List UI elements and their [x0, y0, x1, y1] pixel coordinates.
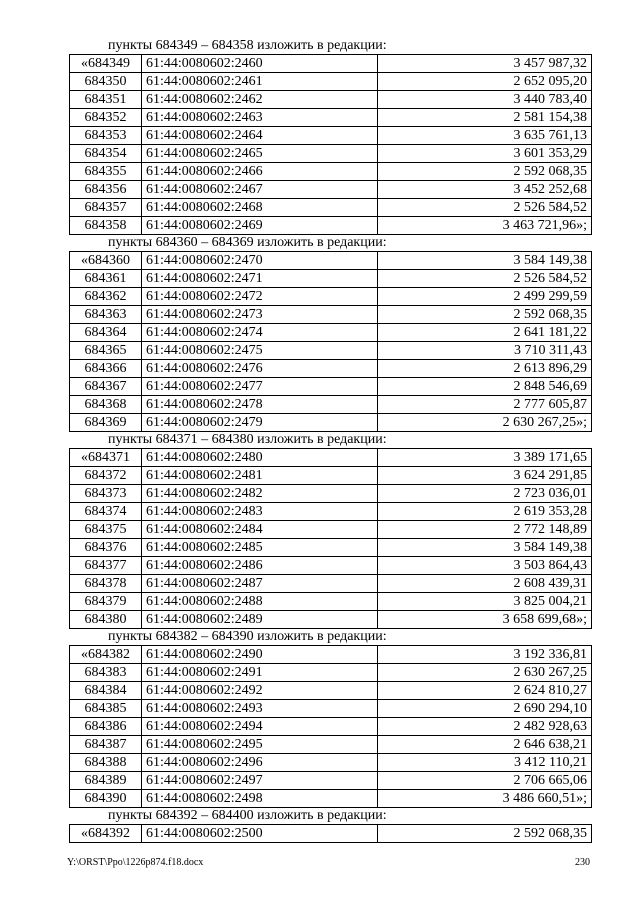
- table-row: [70, 342, 592, 360]
- value-cell: 2 624 810,27: [378, 682, 592, 700]
- value-cell: 2 482 928,63: [378, 718, 592, 736]
- item-number-cell: 684354: [70, 145, 142, 163]
- value-cell: 2 592 068,35: [378, 163, 592, 181]
- table-row: [70, 593, 592, 611]
- value-cell: 2 706 665,06: [378, 772, 592, 790]
- cadastral-number-cell: 61:44:0080602:2478: [142, 396, 378, 414]
- table-row: [70, 772, 592, 790]
- value-cell: 3 825 004,21: [378, 593, 592, 611]
- cadastral-number-cell: 61:44:0080602:2497: [142, 772, 378, 790]
- value-cell: 3 440 783,40: [378, 91, 592, 109]
- value-cell: 3 389 171,65: [378, 449, 592, 467]
- item-number-cell: 684372: [70, 467, 142, 485]
- cadastral-number-cell: 61:44:0080602:2493: [142, 700, 378, 718]
- table-row: [70, 378, 592, 396]
- cadastral-number-cell: 61:44:0080602:2491: [142, 664, 378, 682]
- item-number-cell: 684385: [70, 700, 142, 718]
- cadastral-number-cell: 61:44:0080602:2477: [142, 378, 378, 396]
- item-number-cell: 684373: [70, 485, 142, 503]
- cadastral-number-cell: 61:44:0080602:2474: [142, 324, 378, 342]
- item-number-cell: 684378: [70, 575, 142, 593]
- cadastral-number-cell: 61:44:0080602:2471: [142, 270, 378, 288]
- value-cell: 2 772 148,89: [378, 521, 592, 539]
- table-row: [70, 467, 592, 485]
- cadastral-number-cell: 61:44:0080602:2473: [142, 306, 378, 324]
- table-row: [70, 127, 592, 145]
- section-heading: пункты 684392 – 684400 изложить в редакции:: [108, 808, 387, 823]
- cadastral-number-cell: 61:44:0080602:2487: [142, 575, 378, 593]
- section-heading: пункты 684349 – 684358 изложить в редакции:: [108, 38, 387, 53]
- value-cell: 2 723 036,01: [378, 485, 592, 503]
- parcel-table: [69, 54, 592, 235]
- table-row: [70, 485, 592, 503]
- table-row: [70, 145, 592, 163]
- value-cell: 3 624 291,85: [378, 467, 592, 485]
- item-number-cell: 684352: [70, 109, 142, 127]
- cadastral-number-cell: 61:44:0080602:2466: [142, 163, 378, 181]
- table-row: [70, 575, 592, 593]
- table-row: [70, 360, 592, 378]
- cadastral-number-cell: 61:44:0080602:2488: [142, 593, 378, 611]
- value-cell: 2 581 154,38: [378, 109, 592, 127]
- value-cell: 3 452 252,68: [378, 181, 592, 199]
- parcel-table: [69, 645, 592, 808]
- table-row: [70, 825, 592, 843]
- value-cell: 2 641 181,22: [378, 324, 592, 342]
- value-cell: 3 584 149,38: [378, 539, 592, 557]
- item-number-cell: 684386: [70, 718, 142, 736]
- value-cell: 3 192 336,81: [378, 646, 592, 664]
- value-cell: 3 457 987,32: [378, 55, 592, 73]
- value-cell: 2 630 267,25: [378, 664, 592, 682]
- cadastral-number-cell: 61:44:0080602:2468: [142, 199, 378, 217]
- parcel-table: [69, 251, 592, 432]
- item-number-cell: 684390: [70, 790, 142, 808]
- item-number-cell: 684367: [70, 378, 142, 396]
- cadastral-number-cell: 61:44:0080602:2485: [142, 539, 378, 557]
- item-number-cell: 684388: [70, 754, 142, 772]
- cadastral-number-cell: 61:44:0080602:2470: [142, 252, 378, 270]
- value-cell: 2 630 267,25»;: [378, 414, 592, 432]
- table-row: [70, 611, 592, 629]
- table-row: [70, 736, 592, 754]
- item-number-cell: 684368: [70, 396, 142, 414]
- section-heading: пункты 684360 – 684369 изложить в редакции:: [108, 235, 387, 250]
- item-number-cell: 684374: [70, 503, 142, 521]
- cadastral-number-cell: 61:44:0080602:2479: [142, 414, 378, 432]
- item-number-cell: «684382: [70, 646, 142, 664]
- value-cell: 3 503 864,43: [378, 557, 592, 575]
- value-cell: 2 613 896,29: [378, 360, 592, 378]
- table-row: [70, 181, 592, 199]
- cadastral-number-cell: 61:44:0080602:2464: [142, 127, 378, 145]
- cadastral-number-cell: 61:44:0080602:2460: [142, 55, 378, 73]
- value-cell: 3 710 311,43: [378, 342, 592, 360]
- value-cell: 2 652 095,20: [378, 73, 592, 91]
- item-number-cell: 684383: [70, 664, 142, 682]
- table-row: [70, 414, 592, 432]
- footer-file-path: Y:\ORST\Ppo\1226p874.f18.docx: [67, 857, 204, 868]
- item-number-cell: 684369: [70, 414, 142, 432]
- item-number-cell: 684351: [70, 91, 142, 109]
- table-row: [70, 754, 592, 772]
- table-row: [70, 449, 592, 467]
- cadastral-number-cell: 61:44:0080602:2467: [142, 181, 378, 199]
- table-row: [70, 521, 592, 539]
- item-number-cell: 684375: [70, 521, 142, 539]
- cadastral-number-cell: 61:44:0080602:2500: [142, 825, 378, 843]
- cadastral-number-cell: 61:44:0080602:2469: [142, 217, 378, 235]
- value-cell: 2 690 294,10: [378, 700, 592, 718]
- table-row: [70, 396, 592, 414]
- cadastral-number-cell: 61:44:0080602:2492: [142, 682, 378, 700]
- cadastral-number-cell: 61:44:0080602:2482: [142, 485, 378, 503]
- item-number-cell: 684364: [70, 324, 142, 342]
- cadastral-number-cell: 61:44:0080602:2498: [142, 790, 378, 808]
- cadastral-number-cell: 61:44:0080602:2462: [142, 91, 378, 109]
- parcel-table: [69, 448, 592, 629]
- table-row: [70, 682, 592, 700]
- cadastral-number-cell: 61:44:0080602:2484: [142, 521, 378, 539]
- document-content: [69, 38, 593, 843]
- cadastral-number-cell: 61:44:0080602:2480: [142, 449, 378, 467]
- cadastral-number-cell: 61:44:0080602:2465: [142, 145, 378, 163]
- cadastral-number-cell: 61:44:0080602:2472: [142, 288, 378, 306]
- table-row: [70, 557, 592, 575]
- item-number-cell: «684360: [70, 252, 142, 270]
- value-cell: 3 658 699,68»;: [378, 611, 592, 629]
- item-number-cell: 684361: [70, 270, 142, 288]
- item-number-cell: 684355: [70, 163, 142, 181]
- item-number-cell: 684389: [70, 772, 142, 790]
- item-number-cell: 684384: [70, 682, 142, 700]
- table-row: [70, 539, 592, 557]
- table-row: [70, 646, 592, 664]
- item-number-cell: 684358: [70, 217, 142, 235]
- table-row: [70, 700, 592, 718]
- value-cell: 3 412 110,21: [378, 754, 592, 772]
- cadastral-number-cell: 61:44:0080602:2495: [142, 736, 378, 754]
- value-cell: 2 777 605,87: [378, 396, 592, 414]
- table-row: [70, 718, 592, 736]
- value-cell: 2 608 439,31: [378, 575, 592, 593]
- cadastral-number-cell: 61:44:0080602:2476: [142, 360, 378, 378]
- item-number-cell: «684392: [70, 825, 142, 843]
- item-number-cell: 684365: [70, 342, 142, 360]
- item-number-cell: 684350: [70, 73, 142, 91]
- table-row: [70, 790, 592, 808]
- value-cell: 3 463 721,96»;: [378, 217, 592, 235]
- item-number-cell: 684357: [70, 199, 142, 217]
- value-cell: 3 486 660,51»;: [378, 790, 592, 808]
- value-cell: 2 526 584,52: [378, 270, 592, 288]
- value-cell: 3 584 149,38: [378, 252, 592, 270]
- page-number: 230: [575, 857, 590, 868]
- value-cell: 2 592 068,35: [378, 825, 592, 843]
- cadastral-number-cell: 61:44:0080602:2494: [142, 718, 378, 736]
- table-row: [70, 73, 592, 91]
- table-row: [70, 503, 592, 521]
- item-number-cell: 684356: [70, 181, 142, 199]
- value-cell: 2 592 068,35: [378, 306, 592, 324]
- cadastral-number-cell: 61:44:0080602:2496: [142, 754, 378, 772]
- value-cell: 2 526 584,52: [378, 199, 592, 217]
- cadastral-number-cell: 61:44:0080602:2475: [142, 342, 378, 360]
- item-number-cell: 684387: [70, 736, 142, 754]
- cadastral-number-cell: 61:44:0080602:2463: [142, 109, 378, 127]
- table-row: [70, 664, 592, 682]
- item-number-cell: 684366: [70, 360, 142, 378]
- table-row: [70, 109, 592, 127]
- cadastral-number-cell: 61:44:0080602:2481: [142, 467, 378, 485]
- table-row: [70, 217, 592, 235]
- table-row: [70, 55, 592, 73]
- table-row: [70, 288, 592, 306]
- parcel-table: [69, 824, 592, 843]
- cadastral-number-cell: 61:44:0080602:2490: [142, 646, 378, 664]
- value-cell: 2 646 638,21: [378, 736, 592, 754]
- cadastral-number-cell: 61:44:0080602:2489: [142, 611, 378, 629]
- section-heading: пункты 684382 – 684390 изложить в редакции:: [108, 629, 387, 644]
- table-row: [70, 324, 592, 342]
- table-row: [70, 91, 592, 109]
- table-row: [70, 306, 592, 324]
- value-cell: 2 619 353,28: [378, 503, 592, 521]
- value-cell: 2 499 299,59: [378, 288, 592, 306]
- item-number-cell: «684349: [70, 55, 142, 73]
- cadastral-number-cell: 61:44:0080602:2461: [142, 73, 378, 91]
- item-number-cell: 684353: [70, 127, 142, 145]
- item-number-cell: 684362: [70, 288, 142, 306]
- item-number-cell: 684376: [70, 539, 142, 557]
- table-row: [70, 270, 592, 288]
- table-row: [70, 163, 592, 181]
- value-cell: 3 635 761,13: [378, 127, 592, 145]
- value-cell: 3 601 353,29: [378, 145, 592, 163]
- item-number-cell: «684371: [70, 449, 142, 467]
- value-cell: 2 848 546,69: [378, 378, 592, 396]
- cadastral-number-cell: 61:44:0080602:2486: [142, 557, 378, 575]
- item-number-cell: 684377: [70, 557, 142, 575]
- item-number-cell: 684379: [70, 593, 142, 611]
- table-row: [70, 252, 592, 270]
- section-heading: пункты 684371 – 684380 изложить в редакции:: [108, 432, 387, 447]
- table-row: [70, 199, 592, 217]
- cadastral-number-cell: 61:44:0080602:2483: [142, 503, 378, 521]
- item-number-cell: 684380: [70, 611, 142, 629]
- item-number-cell: 684363: [70, 306, 142, 324]
